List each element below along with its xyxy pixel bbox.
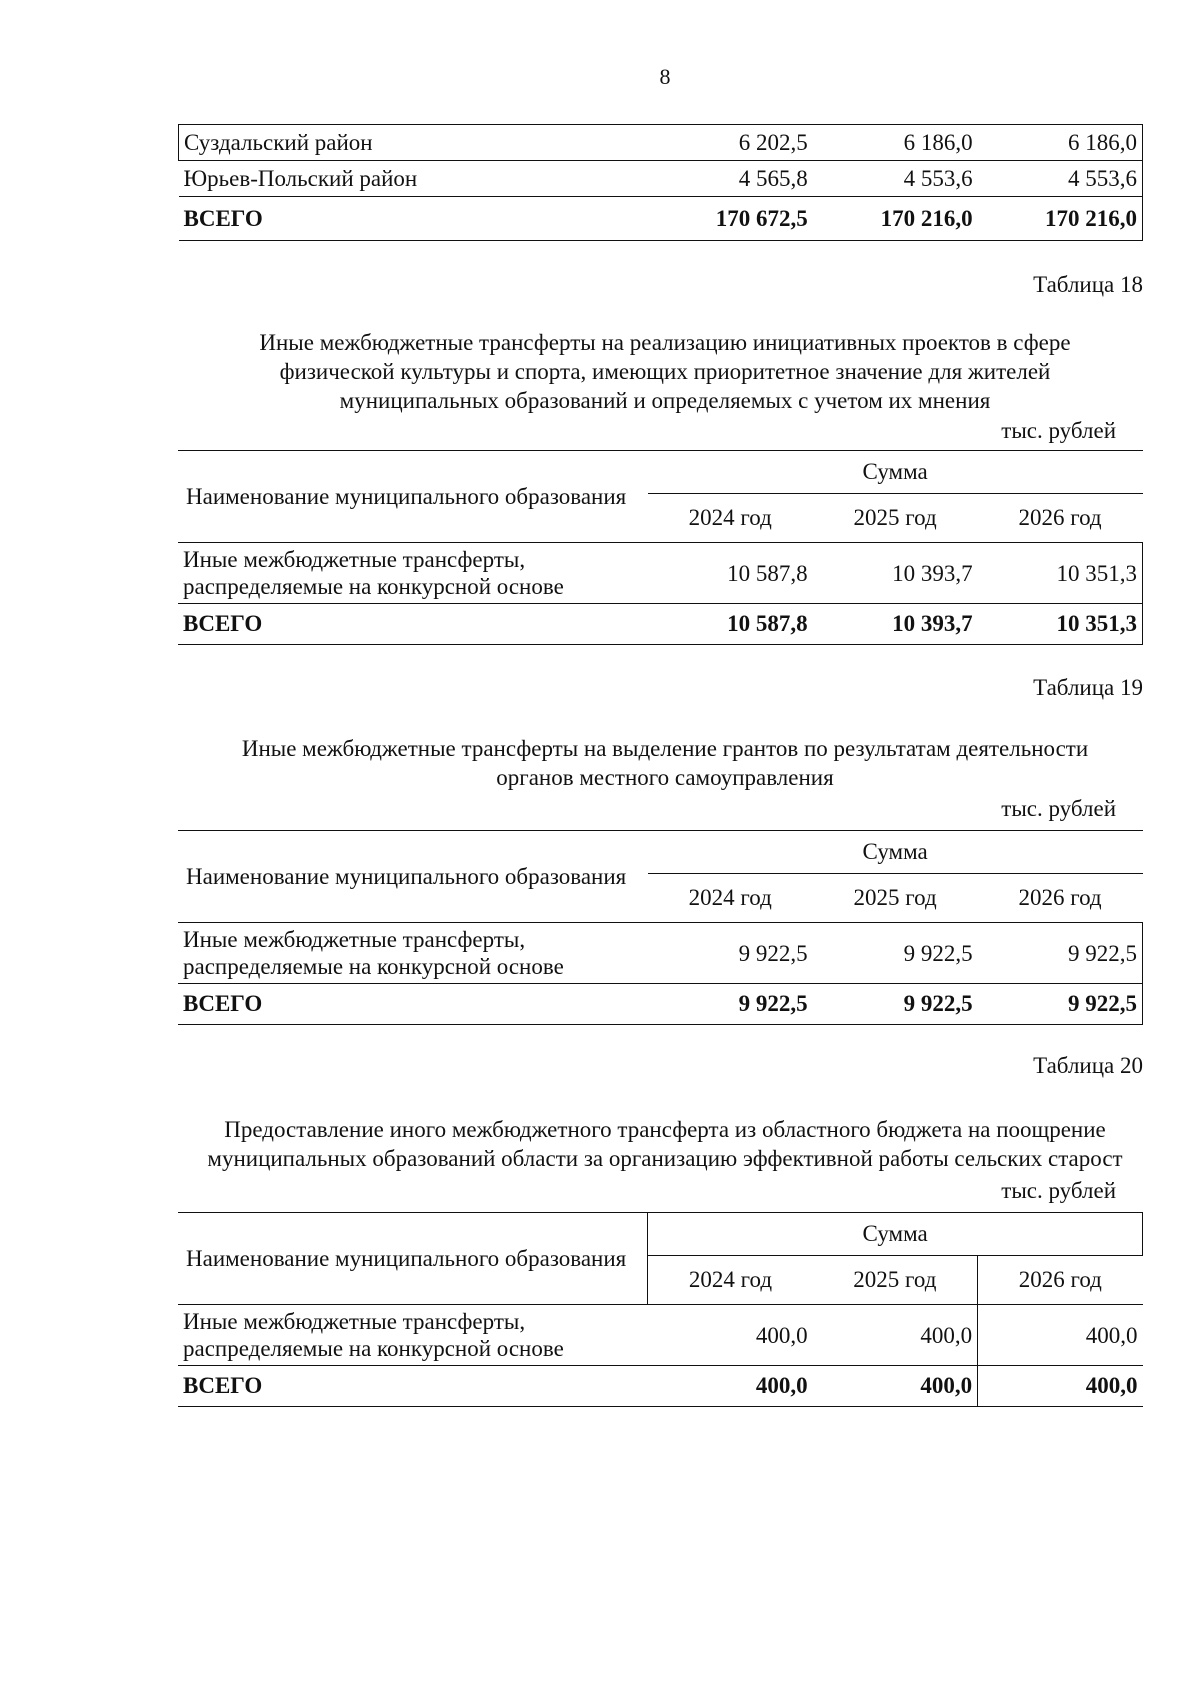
title-line: Предоставление иного межбюджетного трансферта из областного бюджета на поощрение bbox=[224, 1117, 1106, 1142]
header-year-2026: 2026 год bbox=[1018, 505, 1102, 530]
total-row bbox=[178, 984, 1143, 1025]
table-19-unit: тыс. рублей bbox=[1001, 796, 1116, 821]
title-line: муниципальных образований области за организацию эффективной работы сельских старост bbox=[207, 1146, 1123, 1171]
table-18-unit: тыс. рублей bbox=[1001, 418, 1116, 443]
header-year-2026: 2026 год bbox=[1018, 885, 1102, 910]
header-year-2024: 2024 год bbox=[688, 505, 772, 530]
header-year-2025: 2025 год bbox=[813, 1256, 978, 1305]
header-sum: Сумма bbox=[648, 451, 1143, 494]
table-19-title bbox=[170, 734, 1160, 792]
total-2026: 10 351,3 bbox=[978, 604, 1143, 645]
total-label: ВСЕГО bbox=[183, 1373, 263, 1398]
total-row bbox=[179, 197, 1143, 241]
total-row bbox=[178, 1366, 1143, 1407]
header-year-2024: 2024 год bbox=[688, 1267, 773, 1292]
total-2025: 400,0 bbox=[813, 1366, 978, 1407]
table-row bbox=[179, 161, 1143, 197]
table-row bbox=[178, 543, 1143, 604]
total-2024: 400,0 bbox=[755, 1373, 808, 1398]
total-2024: 170 672,5 bbox=[715, 205, 808, 231]
value-2024: 9 922,5 bbox=[738, 940, 808, 966]
header-year-2025: 2025 год bbox=[853, 505, 937, 530]
table-18-label: Таблица 18 bbox=[1033, 272, 1143, 297]
header-sum: Сумма bbox=[648, 1213, 1143, 1256]
total-2026: 9 922,5 bbox=[978, 984, 1143, 1025]
value-2025: 6 186,0 bbox=[903, 129, 973, 155]
value-2026: 9 922,5 bbox=[978, 923, 1143, 984]
value-2026: 10 351,3 bbox=[978, 543, 1143, 604]
total-2025: 9 922,5 bbox=[903, 991, 973, 1016]
value-2026: 4 553,6 bbox=[978, 161, 1143, 197]
value-2025: 9 922,5 bbox=[903, 940, 973, 966]
table-row bbox=[178, 1305, 1143, 1366]
title-line: Иные межбюджетные трансферты на выделение грантов по результатам деятельности bbox=[241, 736, 1089, 761]
table-row bbox=[178, 923, 1143, 984]
total-label: ВСЕГО bbox=[183, 205, 263, 231]
value-2026: 6 186,0 bbox=[978, 125, 1143, 161]
header-name: Наименование муниципального образования bbox=[178, 451, 648, 543]
table-20-label: Таблица 20 bbox=[1033, 1053, 1143, 1078]
value-2024: 4 565,8 bbox=[738, 165, 808, 191]
header-year-2026: 2026 год bbox=[1018, 1267, 1102, 1292]
row-name: Иные межбюджетные трансферты, распределяемые на конкурсной основе bbox=[183, 927, 564, 979]
top-table bbox=[178, 124, 1143, 241]
total-2025: 170 216,0 bbox=[880, 205, 973, 231]
value-2024: 6 202,5 bbox=[738, 129, 808, 155]
value-2024: 10 587,8 bbox=[727, 560, 808, 586]
title-line: органов местного самоуправления bbox=[496, 765, 834, 790]
total-2024: 10 587,8 bbox=[727, 611, 808, 636]
district-name: Суздальский район bbox=[179, 125, 648, 161]
table-19-label: Таблица 19 bbox=[1033, 675, 1143, 700]
table-18 bbox=[178, 450, 1143, 645]
value-2025: 10 393,7 bbox=[892, 560, 973, 586]
total-2025: 10 393,7 bbox=[892, 611, 973, 636]
total-row bbox=[178, 604, 1143, 645]
header-name: Наименование муниципального образования bbox=[178, 831, 648, 923]
table-18-title bbox=[170, 328, 1160, 415]
header-name: Наименование муниципального образования bbox=[178, 1213, 648, 1305]
table-20-title bbox=[170, 1115, 1160, 1173]
value-2024: 400,0 bbox=[755, 1322, 808, 1348]
title-line: физической культуры и спорта, имеющих приоритетное значение для жителей bbox=[279, 359, 1051, 384]
row-name: Иные межбюджетные трансферты, распределяемые на конкурсной основе bbox=[183, 1309, 564, 1361]
total-label: ВСЕГО bbox=[183, 611, 263, 636]
total-2026: 400,0 bbox=[1085, 1373, 1138, 1398]
header-sum: Сумма bbox=[648, 831, 1143, 874]
value-2025: 4 553,6 bbox=[903, 165, 973, 191]
total-2026: 170 216,0 bbox=[978, 197, 1143, 241]
header-year-2024: 2024 год bbox=[688, 885, 772, 910]
value-2025: 400,0 bbox=[813, 1305, 978, 1366]
table-row bbox=[179, 125, 1143, 161]
header-year-2025: 2025 год bbox=[853, 885, 937, 910]
title-line: Иные межбюджетные трансферты на реализацию инициативных проектов в сфере bbox=[259, 330, 1071, 355]
table-20 bbox=[178, 1212, 1143, 1407]
total-label: ВСЕГО bbox=[183, 991, 263, 1016]
table-19 bbox=[178, 830, 1143, 1025]
row-name: Иные межбюджетные трансферты, распределяемые на конкурсной основе bbox=[183, 547, 564, 599]
title-line: муниципальных образований и определяемых с учетом их мнения bbox=[339, 388, 991, 413]
table-20-unit: тыс. рублей bbox=[1001, 1178, 1116, 1203]
district-name: Юрьев-Польский район bbox=[183, 165, 418, 191]
value-2026: 400,0 bbox=[1085, 1322, 1138, 1348]
page-number: 8 bbox=[659, 64, 671, 89]
total-2024: 9 922,5 bbox=[738, 991, 808, 1016]
